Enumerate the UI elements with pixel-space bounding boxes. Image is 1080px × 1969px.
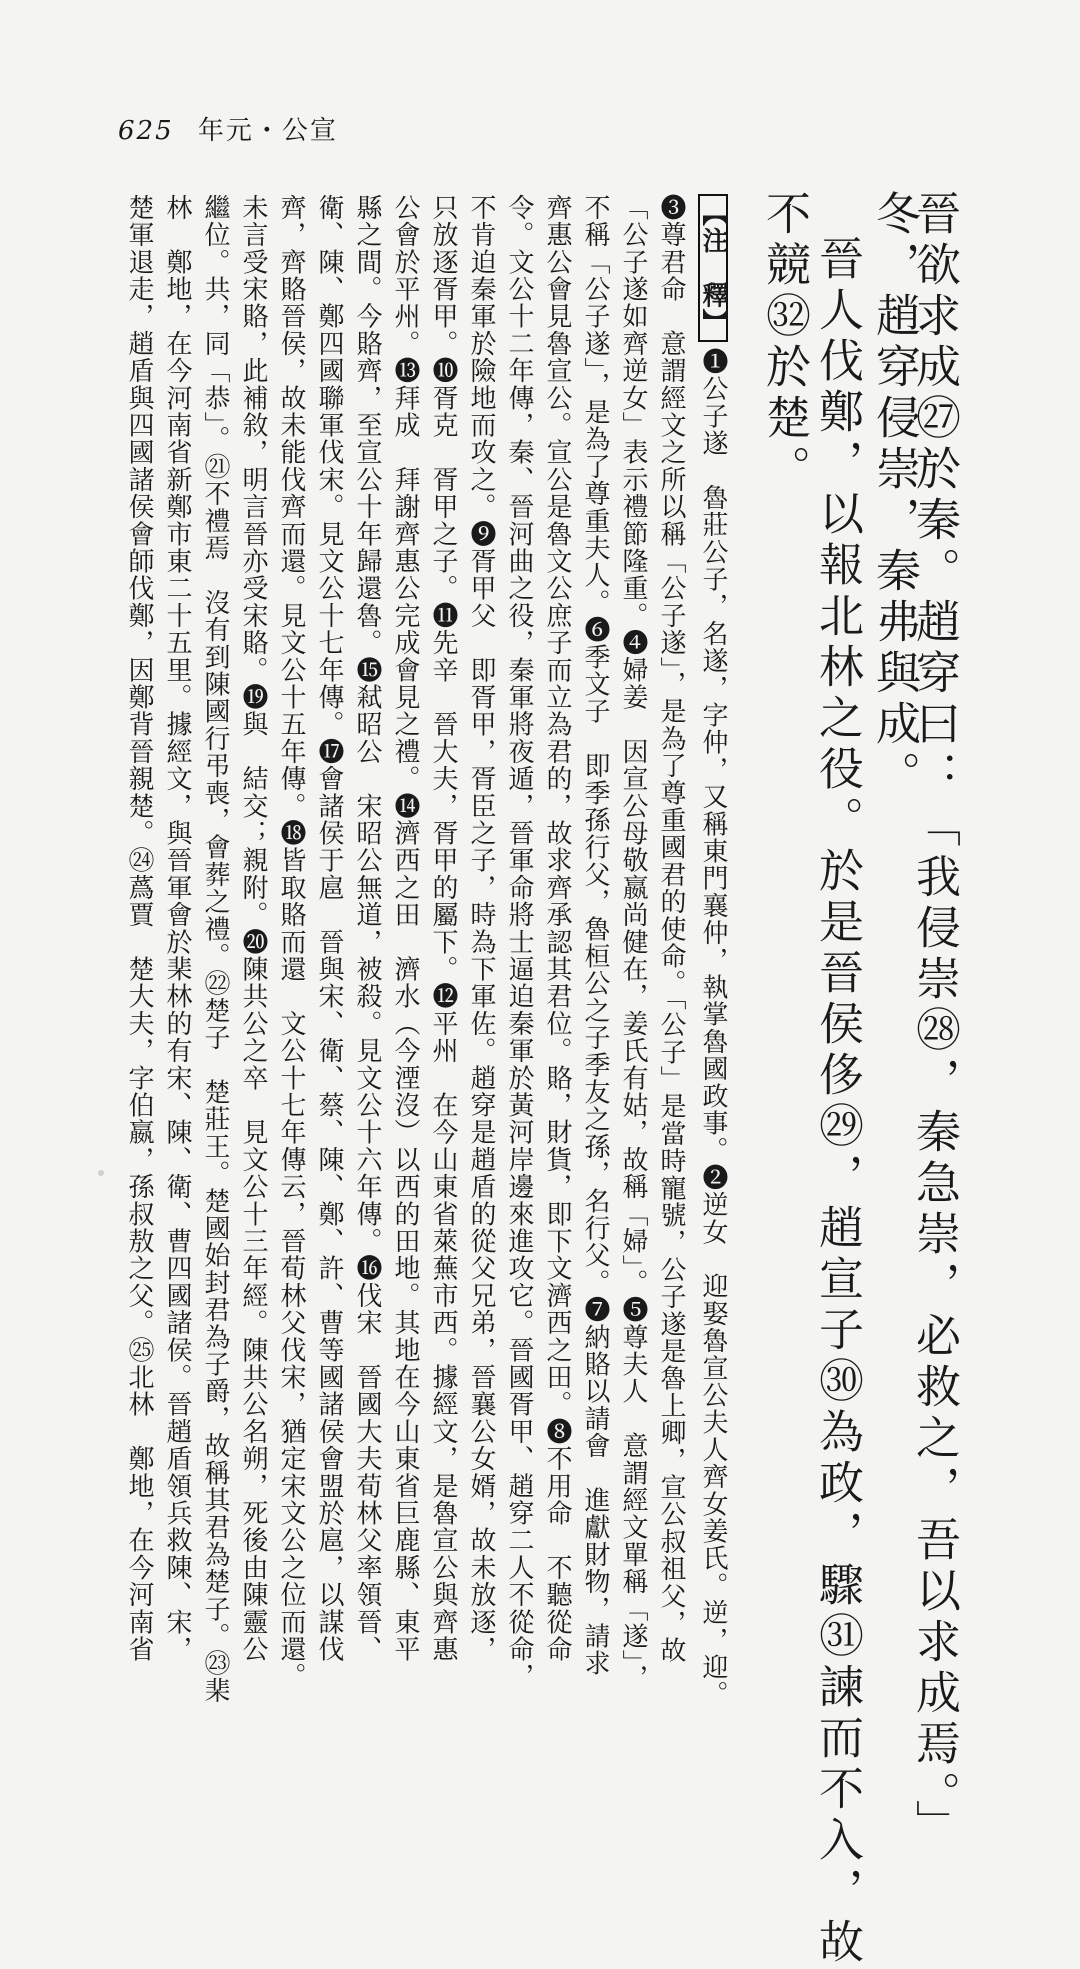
note-col-7: 不肯迫秦軍於險地而攻之。❾胥甲父 即胥甲，胥臣之子，時為下軍佐。趙穿是趙盾的從父兄弟，晉襄公女婿，故未放逐， <box>466 194 496 1663</box>
page-title: 年元・公宣 <box>197 116 338 146</box>
note-col-5: 齊惠公會見魯宣公。宣公是魯文公庶子而立為君的，故求齊承認其君位。賂，財貨，即下文濟西之田。❽不用命 不聽從命 <box>542 194 572 1663</box>
main-text-col-4: 不競㉜於楚。 <box>758 190 811 496</box>
main-text-col-1: 晉欲求成㉗於秦。趙穿曰：「我侵崇㉘，秦急崇，必救之，吾以求成焉。」 <box>908 190 961 1851</box>
note-col-11: 衛、陳、鄭四國聯軍伐宋。見文公十七年傳。⓱會諸侯于扈 晉與宋、衛、蔡、陳、鄭、許、曹等國諸侯會盟於扈，以謀伐 <box>314 194 344 1663</box>
notes-label: 【注 釋】 <box>698 194 728 342</box>
page-header <box>118 110 338 147</box>
note-col-12: 齊，齊賂晉侯，故未能伐齊而還。見文公十五年傳。⓲皆取賂而還 文公十七年傳云，晉荀林父伐宋，猶定宋文公之位而還。 <box>276 194 306 1690</box>
note-col-8: 只放逐胥甲。❿胥克 胥甲之子。⓫先辛 晉大夫，胥甲的屬下。⓬平州 在今山東省萊蕪市西。據經文，是魯宣公與齊惠 <box>428 194 458 1663</box>
page-number: 625 <box>118 116 174 146</box>
note-col-10: 縣之間。今賂齊，至宣公十年歸還魯。⓯弒昭公 宋昭公無道，被殺。見文公十六年傳。⓰伐宋 晉國大夫荀林父率領晉、 <box>352 194 382 1663</box>
main-text-col-3: 晉人伐鄭，以報北林之役。於是晉侯侈㉙，趙宣子㉚為政，驟㉛諫而不入，故 <box>811 235 864 1969</box>
note-col-16: 楚軍退走，趙盾與四國諸侯會師伐鄭，因鄭背晉親楚。㉔蔿賈 楚大夫，字伯嬴，孫叔敖之父。㉕北林 鄭地，在今河南省 <box>124 194 154 1663</box>
note-col-3: 「公子遂如齊逆女」表示禮節隆重。❹婦姜 因宣公母敬嬴尚健在，姜氏有姑，故稱「婦」。❺尊夫人 意謂經文單稱「遂」， <box>618 194 648 1692</box>
note-col-9: 公會於平州。⓭拜成 拜謝齊惠公完成會見之禮。⓮濟西之田 濟水（今湮沒）以西的田地。其地在今山東省巨鹿縣、東平 <box>390 194 420 1663</box>
margin-mark <box>98 1170 104 1176</box>
note-col-15: 林 鄭地，在今河南省新鄭市東二十五里。據經文，與晉軍會於棐林的有宋、陳、衛、曹四國諸侯。晉趙盾領兵救陳、宋， <box>162 194 192 1663</box>
note-col-4: 不稱「公子遂」，是為了尊重夫人。❻季文子 即季孫行父，魯桓公之子季友之孫，名行父。❼納賂以請會 進獻財物，請求 <box>580 194 610 1677</box>
note-col-14: 繼位。共，同「恭」。㉑不禮焉 沒有到陳國行弔喪，會葬之禮。㉒楚子 楚莊王。楚國始封君為子爵，故稱其君為楚子。㉓棐 <box>200 194 230 1705</box>
note-col-6: 令。文公十二年傳，秦、晉河曲之役，秦軍將夜遁，晉軍命將士逼迫秦軍於黃河岸邊來進攻它。晉國胥甲、趙穿二人不從命， <box>504 194 534 1690</box>
note-col-2: ❸尊君命 意謂經文之所以稱「公子遂」，是為了尊重國君的使命。「公子」是當時寵號，公子遂是魯上卿，宣公叔祖父，故 <box>656 194 686 1664</box>
main-text-col-2: 冬，趙穿侵崇，秦弗與成。 <box>868 190 921 802</box>
note-col-13: 未言受宋賂，此補敘，明言晉亦受宋賂。⓳與 結交；親附。⓴陳共公之卒 見文公十三年經。陳共公名朔，死後由陳靈公 <box>238 194 268 1663</box>
note-col-1 <box>698 194 728 1708</box>
note-text: ❶公子遂 魯莊公子，名遂，字仲，又稱東門襄仲，執掌魯國政事。❷逆女 迎娶魯宣公夫人齊女姜氏。逆，迎。 <box>698 348 728 1708</box>
